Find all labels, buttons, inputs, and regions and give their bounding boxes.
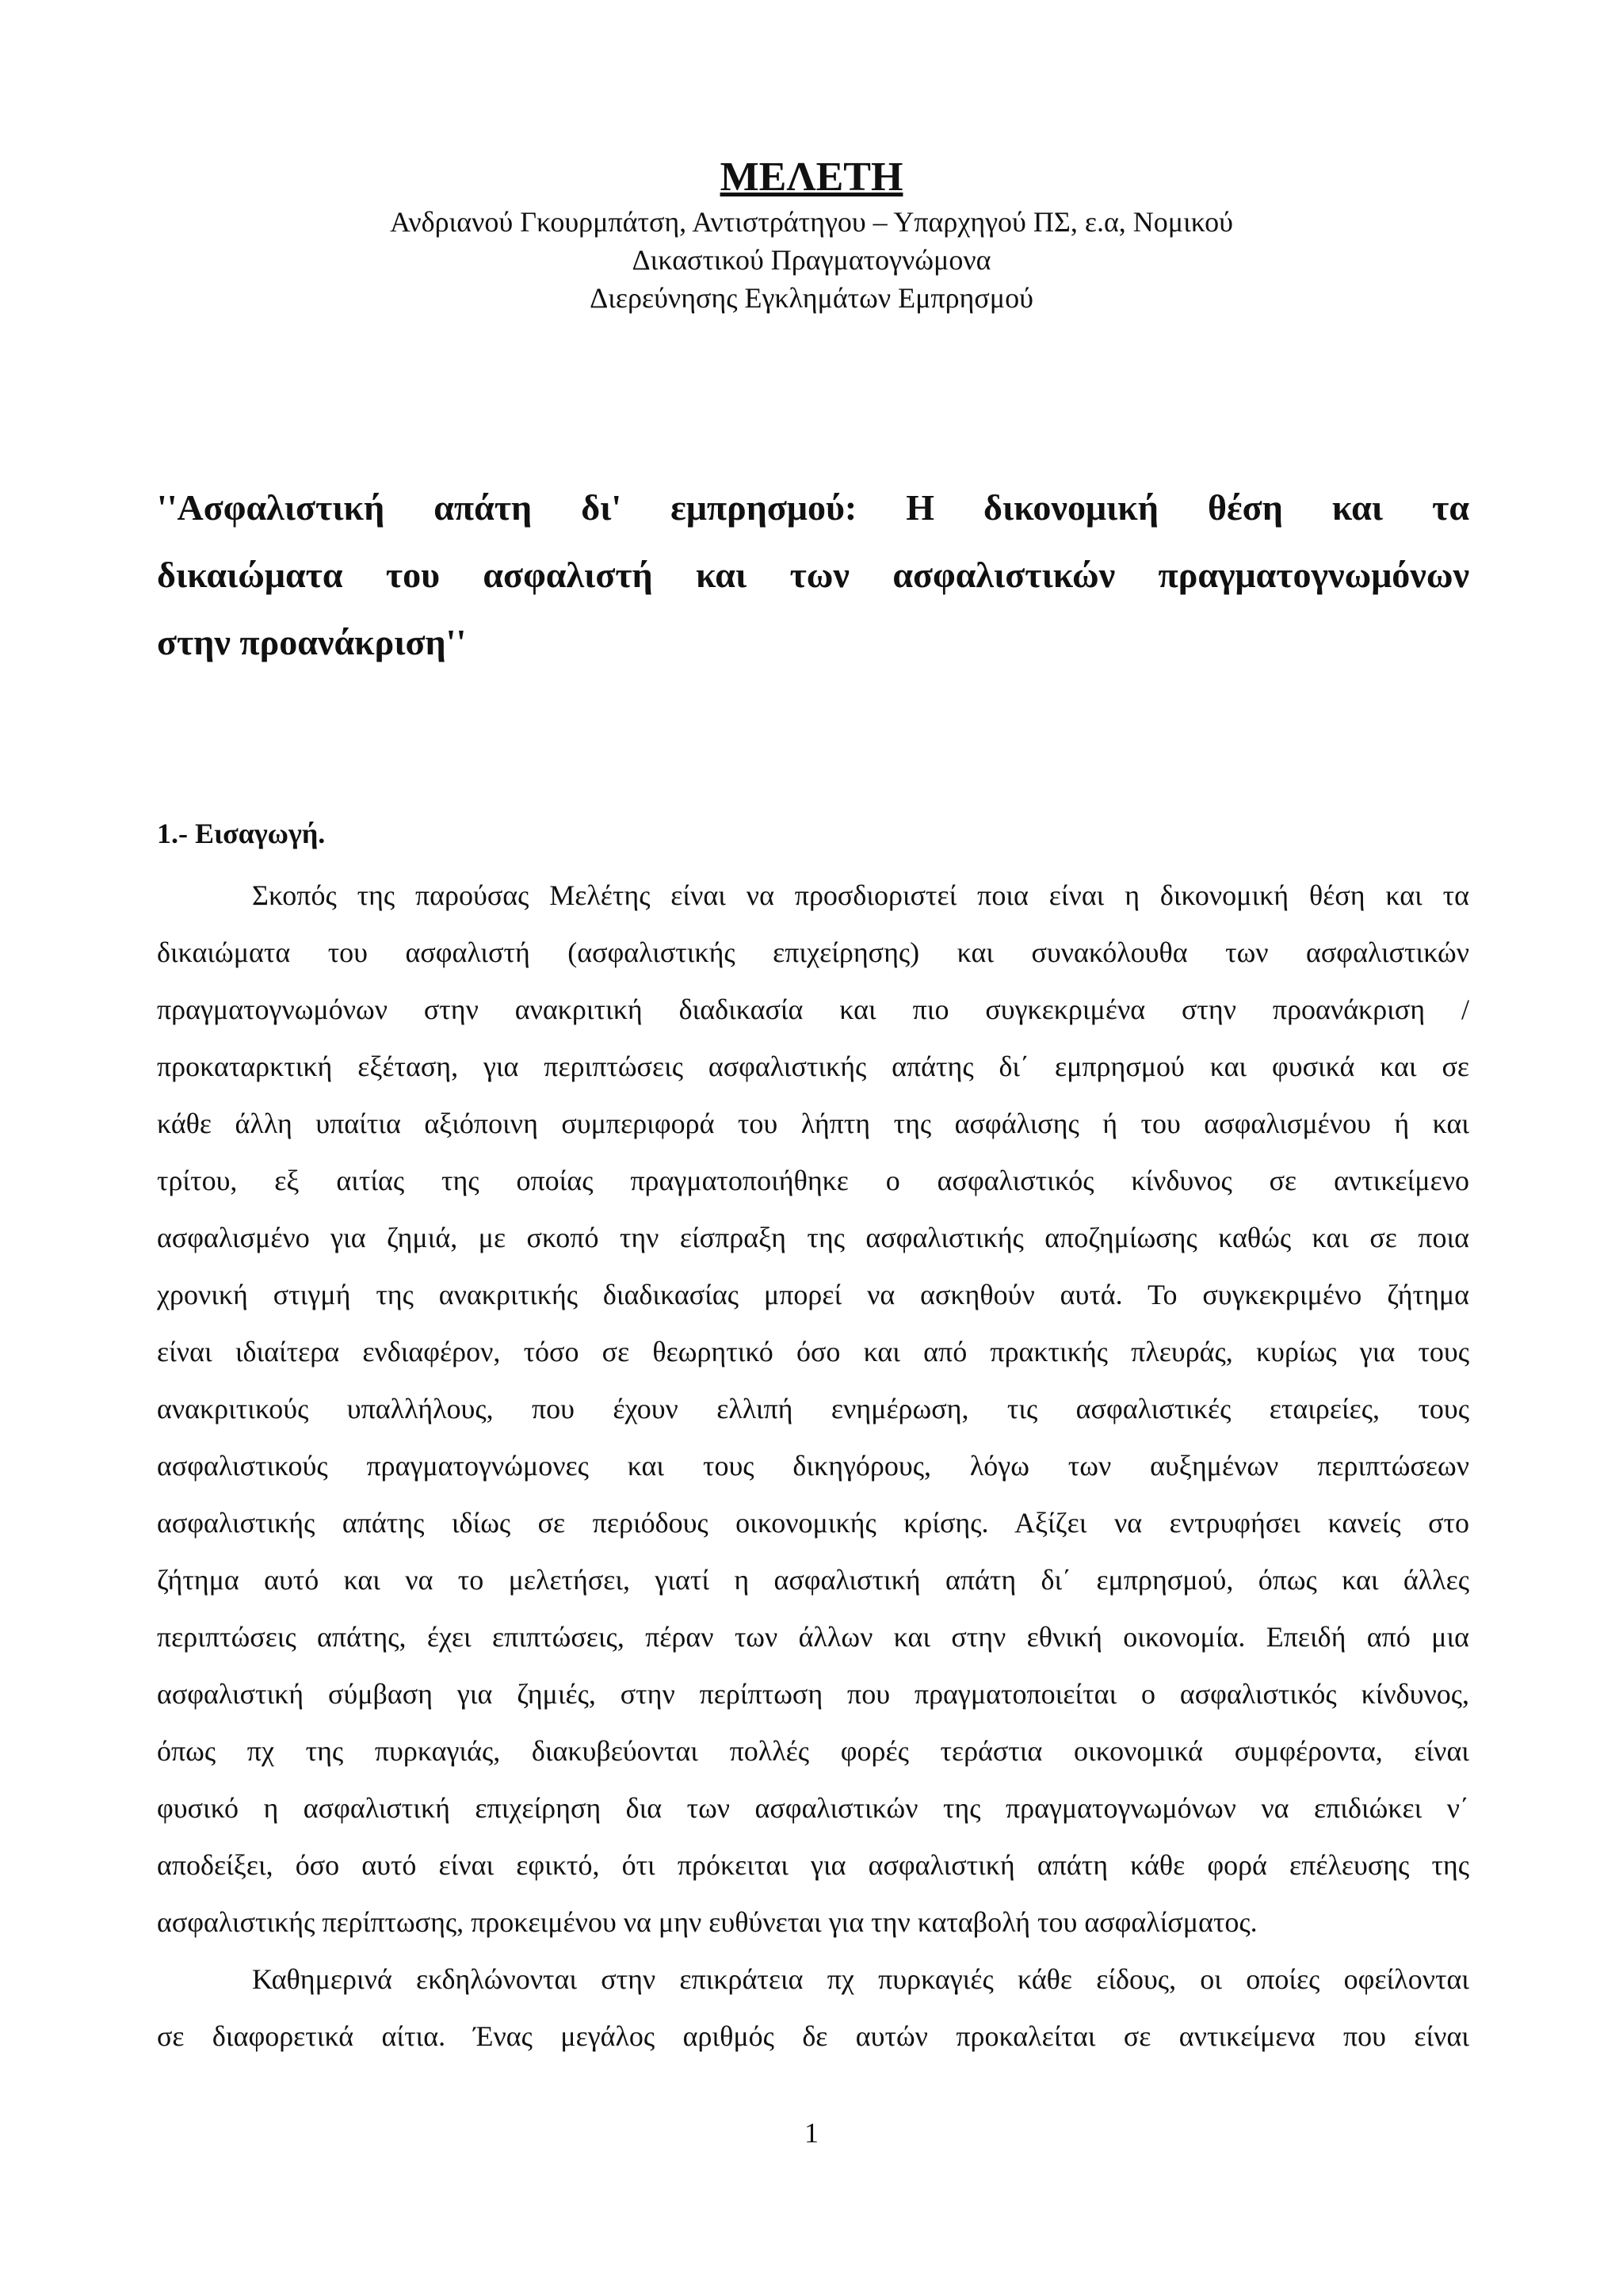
text-line: προκαταρκτική εξέταση, για περιπτώσεις ασφαλιστικής απάτης δι΄ εμπρησμού και φυσικά και σε — [157, 1051, 1469, 1082]
study-title-line: στην προανάκριση'' — [157, 622, 467, 662]
text-line: όπως πχ της πυρκαγιάς, διακυβεύονται πολλές φορές τεράστια οικονομικά συμφέροντα, είναι — [157, 1735, 1469, 1767]
study-title-line: δικαιώματα του ασφαλιστή και των ασφαλιστικών πραγματογνωμόνων — [157, 555, 1469, 595]
text-line: ασφαλιστικούς πραγματογνώμονες και τους δικηγόρους, λόγω των αυξημένων περιπτώσεων — [157, 1450, 1469, 1482]
text-line: κάθε άλλη υπαίτια αξιόποινη συμπεριφορά του λήπτη της ασφάλισης ή του ασφαλισμένου ή και — [157, 1108, 1469, 1139]
text-line: φυσικό η ασφαλιστική επιχείρηση δια των ασφαλιστικών της πραγματογνωμόνων να επιδιώκει ν΄ — [157, 1792, 1469, 1824]
text-line: τρίτου, εξ αιτίας της οποίας πραγματοποιήθηκε ο ασφαλιστικός κίνδυνος σε αντικείμενο — [157, 1165, 1469, 1196]
text-line: σε διαφορετικά αίτια. Ένας μεγάλος αριθμός δε αυτών προκαλείται σε αντικείμενα που είναι — [157, 2020, 1469, 2052]
text-line: περιπτώσεις απάτης, έχει επιπτώσεις, πέραν των άλλων και στην εθνική οικονομία. Επειδή από μια — [157, 1621, 1469, 1653]
section-heading: 1.- Εισαγωγή. — [157, 818, 326, 849]
text-line: χρονική στιγμή της ανακριτικής διαδικασίας μπορεί να ασκηθούν αυτά. Το συγκεκριμένο ζήτημα — [157, 1279, 1469, 1310]
text-line: ανακριτικούς υπαλλήλους, που έχουν ελλιπή ενημέρωση, τις ασφαλιστικές εταιρείες, τους — [157, 1393, 1469, 1425]
text-line: αποδείξει, όσο αυτό είναι εφικτό, ότι πρόκειται για ασφαλιστική απάτη κάθε φορά επέλευσης της — [157, 1849, 1469, 1881]
document-title: ΜΕΛΕΤΗ — [720, 154, 903, 200]
page-number: 1 — [804, 2117, 819, 2149]
author-specialty-line: Διερεύνησης Εγκλημάτων Εμπρησμού — [590, 282, 1033, 314]
document-header — [0, 152, 1623, 317]
author-line: Ανδριανού Γκουρμπάτση, Αντιστράτηγου – Υπαρχηγού ΠΣ, ε.α, Νομικού — [390, 206, 1233, 238]
text-line: ασφαλιστική σύμβαση για ζημιές, στην περίπτωση που πραγματοποιείται ο ασφαλιστικός κίνδυνος, — [157, 1678, 1469, 1710]
text-line: ασφαλιστικής περίπτωσης, προκειμένου να μην ευθύνεται για την καταβολή του ασφαλίσματος. — [157, 1906, 1258, 1938]
text-line: ζήτημα αυτό και να το μελετήσει, γιατί η ασφαλιστική απάτη δι΄ εμπρησμού, όπως και άλλες — [157, 1564, 1469, 1596]
text-line: ασφαλιστικής απάτης ιδίως σε περιόδους οικονομικής κρίσης. Αξίζει να εντρυφήσει κανείς στο — [157, 1507, 1469, 1539]
text-line: Σκοπός της παρούσας Μελέτης είναι να προσδιοριστεί ποια είναι η δικονομική θέση και τα — [252, 879, 1469, 911]
text-line: δικαιώματα του ασφαλιστή (ασφαλιστικής επιχείρησης) και συνακόλουθα των ασφαλιστικών — [157, 936, 1469, 968]
text-line: είναι ιδιαίτερα ενδιαφέρον, τόσο σε θεωρητικό όσο και από πρακτικής πλευράς, κυρίως για τους — [157, 1336, 1469, 1367]
text-line: Καθημερινά εκδηλώνονται στην επικράτεια πχ πυρκαγιές κάθε είδους, οι οποίες οφείλονται — [252, 1963, 1469, 1995]
study-title — [157, 474, 1469, 676]
body-text — [157, 867, 1469, 2065]
text-line: πραγματογνωμόνων στην ανακριτική διαδικασία και πιο συγκεκριμένα στην προανάκριση / — [157, 994, 1469, 1025]
author-role-line: Δικαστικού Πραγματογνώμονα — [632, 244, 991, 276]
text-line: ασφαλισμένο για ζημιά, με σκοπό την είσπραξη της ασφαλιστικής αποζημίωσης καθώς και σε ποια — [157, 1222, 1469, 1253]
study-title-line: ''Ασφαλιστική απάτη δι' εμπρησμού: Η δικονομική θέση και τα — [157, 487, 1469, 528]
